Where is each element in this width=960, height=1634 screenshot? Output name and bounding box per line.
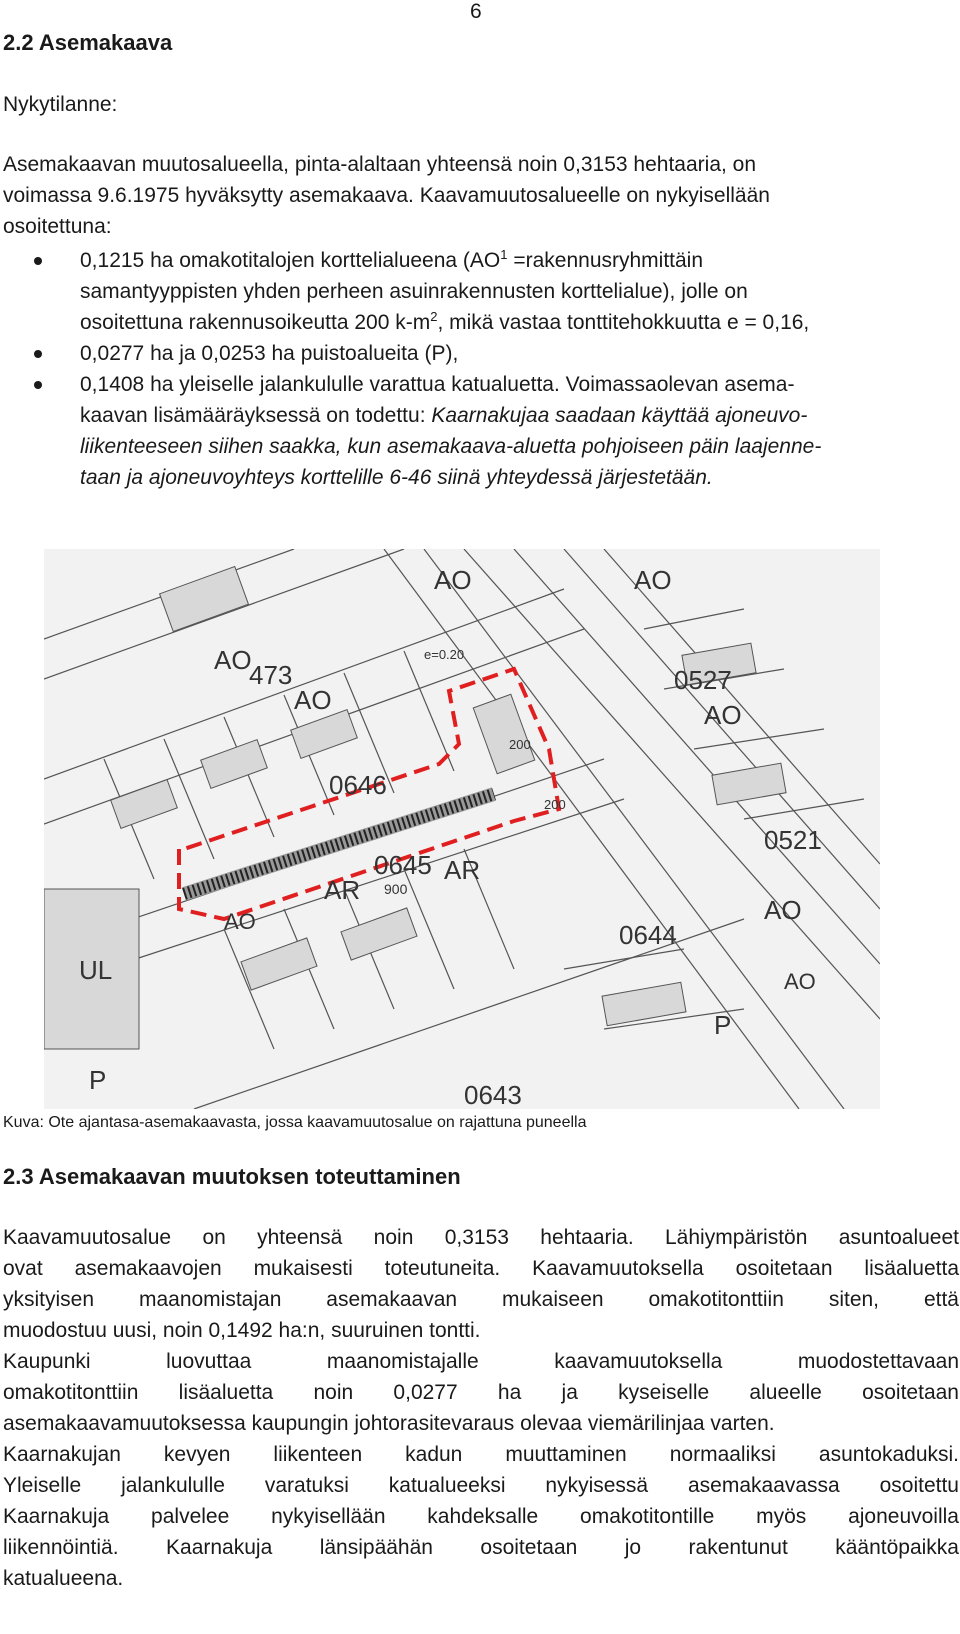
intro-paragraph xyxy=(3,149,903,242)
bullet-icon xyxy=(34,350,42,358)
zoning-map-drawing xyxy=(44,549,880,1109)
map-label: 0645 xyxy=(374,850,432,880)
paragraph-line: Kaarnakujan kevyen liikenteen kadun muuttaminen normaaliksi asuntokaduksi. xyxy=(3,1443,959,1466)
paragraph-line: muodostuu uusi, noin 0,1492 ha:n, suuruinen tontti. xyxy=(3,1319,481,1342)
map-label: UL xyxy=(79,955,113,985)
paragraph-line: Yleiselle jalankululle varatuksi katualueeksi nykyisessä asemakaavassa osoitettu xyxy=(3,1474,959,1497)
paragraph-line: katualueena. xyxy=(3,1567,124,1590)
map-label: 0521 xyxy=(764,825,822,855)
map-label: AO xyxy=(704,700,742,730)
figure-caption: Kuva: Ote ajantasa-asemakaavasta, jossa kaavamuutosalue on rajattuna puneella xyxy=(3,1114,587,1131)
page-number: 6 xyxy=(470,0,482,23)
paragraph-line: liikennöintiä. Kaarnakuja länsipäähän osoitetaan jo rakentunut kääntöpaikka xyxy=(3,1536,959,1559)
map-label: AO xyxy=(764,895,802,925)
map-label: AO xyxy=(434,565,472,595)
map-label: 200 xyxy=(544,797,566,812)
map-label: P xyxy=(89,1065,107,1095)
paragraph-line: ovat asemakaavojen mukaisesti toteutuneita. Kaavamuutoksella osoitetaan lisäaluetta xyxy=(3,1257,959,1280)
map-label: AO xyxy=(634,565,672,595)
paragraph-line: Kaavamuutosalue on yhteensä noin 0,3153 hehtaaria. Lähiympäristön asuntoalueet xyxy=(3,1226,959,1249)
map-label: 0646 xyxy=(329,770,387,800)
list-item: 0,1215 ha omakotitalojen korttelialueena ($AO^1$ =rakennusryhmittäin samantyyppisten yhden perheen asuinrakennusten korttelialue), jolle on osoitettuna rakennusoikeutta 200 $k-m^2$, mikä vastaa tonttitehokkuutta e = 0,16, xyxy=(80,245,920,338)
map-label: 0644 xyxy=(619,920,677,950)
map-label: 900 xyxy=(384,881,408,897)
list-item: 0,0277 ha ja 0,0253 ha puistoalueita (P), xyxy=(80,338,920,369)
list-item: 0,1408 ha yleiselle jalankululle varattua katualuetta. Voimassaolevan asema- kaavan lisämääräyksessä on todettu: Kaarnakujaa saadaan käyttää ajoneuvo- liikenteeseen siihen saakka, kun asemakaava-aluetta pohjoiseen päin laajenne- taan ja ajoneuvoyhteys korttelille 6-46 siinä yhteydessä järjestetään. xyxy=(80,369,920,493)
map-label: AO xyxy=(294,685,332,715)
map-label: AO xyxy=(784,969,816,994)
bullet-icon xyxy=(34,257,42,265)
map-label: 473 xyxy=(249,660,293,690)
map-label: e=0.20 xyxy=(424,647,465,662)
subheading-current-state: Nykytilanne: xyxy=(3,93,118,116)
map-label: AO xyxy=(224,909,256,934)
paragraph-line: Kaarnakuja palvelee nykyisellään kahdeksalle omakotitontille myös ajoneuvoilla xyxy=(3,1505,959,1528)
map-label: 0643 xyxy=(464,1080,522,1109)
bullet-icon xyxy=(34,381,42,389)
section-heading-2-2: 2.2 Asemakaava xyxy=(3,30,173,55)
map-label: 200 xyxy=(509,737,531,752)
zoning-bullet-list xyxy=(80,245,920,493)
paragraph-line: asemakaavamuutoksessa kaupungin johtorasitevaraus olevaa viemärilinjaa varten. xyxy=(3,1412,775,1435)
section-heading-2-3: 2.3 Asemakaavan muutoksen toteuttaminen xyxy=(3,1164,461,1189)
intro-line: Asemakaavan muutosalueella, pinta-alaltaan yhteensä noin 0,3153 hehtaaria, on xyxy=(3,153,757,176)
intro-line: osoitettuna: xyxy=(3,215,112,238)
map-label: AR xyxy=(444,855,481,885)
paragraph-area xyxy=(3,1222,959,1594)
map-label: AO xyxy=(214,645,252,675)
map-label: P xyxy=(714,1010,732,1040)
map-label: 0527 xyxy=(674,665,732,695)
paragraph-line: Kaupunki luovuttaa maanomistajalle kaavamuutoksella muodostettavaan xyxy=(3,1350,959,1373)
paragraph-line: omakotitonttiin lisäaluetta noin 0,0277 ha ja kyseiselle alueelle osoitetaan xyxy=(3,1381,959,1404)
zoning-map-excerpt xyxy=(44,549,880,1109)
paragraph-line: yksityisen maanomistajan asemakaavan mukaiseen omakotitonttiin siten, että xyxy=(3,1288,959,1311)
map-label: AR xyxy=(324,875,361,905)
intro-line: voimassa 9.6.1975 hyväksytty asemakaava. Kaavamuutosalueelle on nykyisellään xyxy=(3,184,770,207)
